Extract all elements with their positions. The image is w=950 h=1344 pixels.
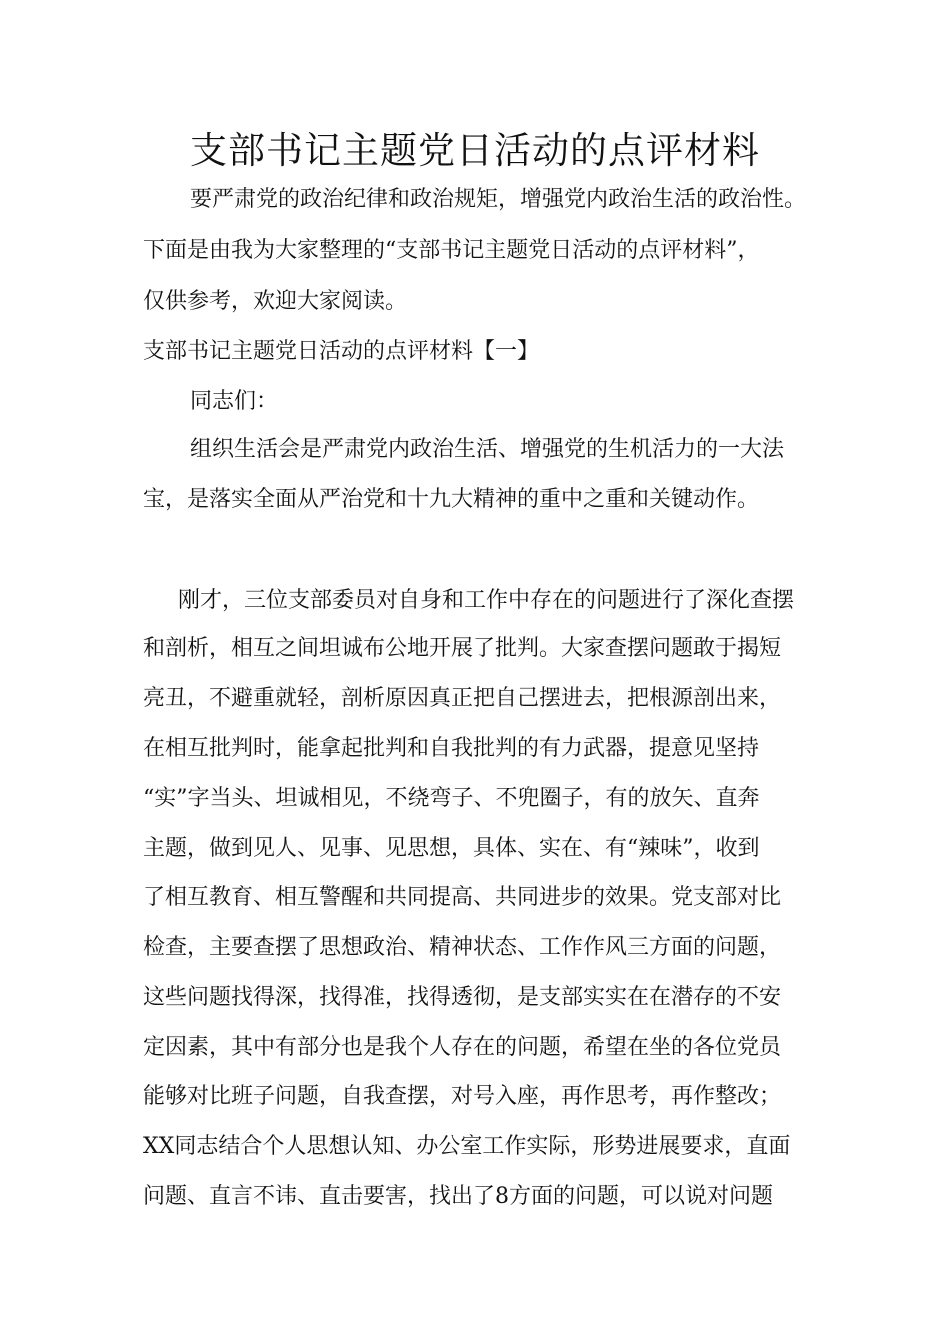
para2-line-9: 这些问题找得深，找得准，找得透彻，是支部实实在在潜存的不安 — [143, 985, 782, 1010]
para2-line-7: 了相互教育、相互警醒和共同提高、共同进步的效果。党支部对比 — [143, 885, 782, 910]
para2-line-6: 主题，做到见人、见事、见思想，具体、实在、有“辣味”，收到 — [143, 836, 760, 861]
salutation: 同志们： — [190, 389, 279, 414]
para2-line-13: 问题、直言不讳、直击要害，找出了8方面的问题，可以说对问题 — [143, 1184, 773, 1209]
para2-line-3: 亮丑，不避重就轻，剖析原因真正把自己摆进去，把根源剖出来， — [143, 686, 782, 711]
para2-line-10: 定因素，其中有部分也是我个人存在的问题，希望在坐的各位党员 — [143, 1035, 782, 1060]
document-title: 支部书记主题党日活动的点评材料 — [190, 129, 760, 172]
intro-line-3: 仅供参考，欢迎大家阅读。 — [143, 289, 408, 314]
intro-line-2: 下面是由我为大家整理的“支部书记主题党日活动的点评材料”， — [143, 238, 760, 263]
para2-line-11: 能够对比班子问题，自我查摆，对号入座，再作思考，再作整改； — [143, 1084, 782, 1109]
para1-line-2: 宝，是落实全面从严治党和十九大精神的重中之重和关键动作。 — [143, 487, 760, 512]
para2-line-4: 在相互批判时，能拿起批判和自我批判的有力武器，提意见坚持 — [143, 736, 760, 761]
para2-line-12: XX同志结合个人思想认知、办公室工作实际，形势进展要求，直面 — [143, 1134, 791, 1159]
intro-line-1: 要严肃党的政治纪律和政治规矩，增强党内政治生活的政治性。 — [190, 187, 807, 212]
para2-line-2: 和剖析，相互之间坦诚布公地开展了批判。大家查摆问题敢于揭短 — [143, 636, 782, 661]
para2-line-1: 刚才，三位支部委员对自身和工作中存在的问题进行了深化查摆 — [178, 588, 795, 613]
para2-line-8: 检查，主要查摆了思想政治、精神状态、工作作风三方面的问题， — [143, 935, 782, 960]
para1-line-1: 组织生活会是严肃党内政治生活、增强党的生机活力的一大法 — [190, 437, 785, 462]
section-heading: 支部书记主题党日活动的点评材料【一】 — [143, 339, 540, 364]
para2-line-5: “实”字当头、坦诚相见，不绕弯子、不兜圈子，有的放矢、直奔 — [143, 786, 760, 811]
